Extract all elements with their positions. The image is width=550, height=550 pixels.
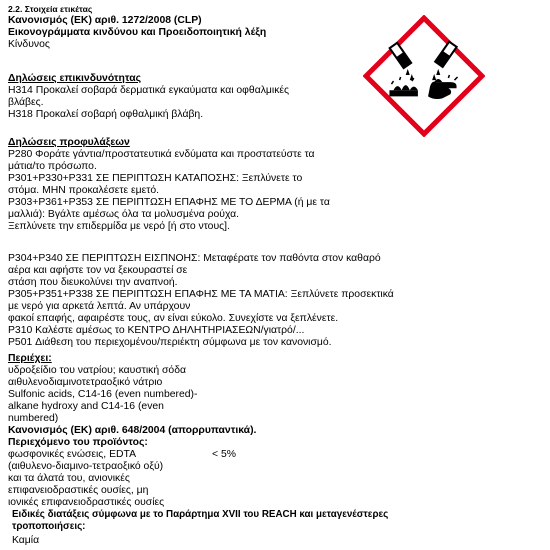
clp-regulation: Κανονισμός (ΕΚ) αριθ. 1272/2008 (CLP) [8,15,202,26]
precautionary-line: P501 Διάθεση του περιεχομένου/περιέκτη σύμφωνα με τον κανονισμό. [8,337,332,348]
hazard-heading: Δηλώσεις επικινδυνότητας [8,73,142,84]
precautionary-line: στόμα. ΜΗΝ προκαλέσετε εμετό. [8,185,160,196]
contains-line: υδροξείδιο του νατρίου; καυστική σόδα [8,365,187,376]
precautionary-line: P301+P330+P331 ΣΕ ΠΕΡΙΠΤΩΣΗ ΚΑΤΑΠΟΣΗΣ: Ξεπλύνετε το [8,173,303,184]
precautionary-line: P280 Φοράτε γάντια/προστατευτικά ενδύματα και προστατεύστε τα [8,149,315,160]
precautionary-line: μάτια/το πρόσωπο. [8,161,97,172]
precautionary-line: μαλλιά): Βγάλτε αμέσως όλα τα μολυσμένα ρούχα. [8,209,240,220]
content-line: φωσφονικές ενώσεις, EDTA [8,449,137,460]
detergent-regulation: Κανονισμός (ΕΚ) αριθ. 648/2004 (απορρυπαντικά). [8,425,257,436]
signal-word: Κίνδυνος [8,39,50,50]
pictograms-heading: Εικονογράμματα κινδύνου και Προειδοποιητική λέξη [8,27,267,38]
precautionary-line: στάση που διευκολύνει την αναπνοή. [8,277,178,288]
contains-line: alkane hydroxy and C14-16 (even [8,401,164,412]
precautionary-line: αέρα και αφήστε τον να ξεκουραστεί σε [8,265,188,276]
precautionary-line: Ξεπλύνετε την επιδερμίδα με νερό [ή στο ντους]. [8,221,230,232]
precautionary-line: P303+P361+P353 ΣΕ ΠΕΡΙΠΤΩΣΗ ΕΠΑΦΗΣ ΜΕ ΤΟ ΔΕΡΜΑ (ή με τα [8,197,330,208]
content-line: (αιθυλενο-διαμινο-τετραοξικό οξύ) [8,461,164,472]
contains-line: Sulfonic acids, C14-16 (even numbered)- [8,389,198,400]
content-line: και τα άλατά του, ανιονικές [8,473,130,484]
special-provisions-heading: Ειδικές διατάξεις σύμφωνα με το Παράρτημα XVII του REACH και μεταγενέστερες [12,509,389,520]
content-amount: < 5% [212,449,236,460]
precautionary-line: με νερό για αρκετά λεπτά. Αν υπάρχουν [8,301,191,312]
special-provisions-heading-cont: τροποποιήσεις: [12,521,86,532]
hazard-line: H314 Προκαλεί σοβαρά δερματικά εγκαύματα και οφθαλμικές [8,85,290,96]
precautionary-line: P310 Καλέστε αμέσως το ΚΕΝΤΡΟ ΔΗΛΗΤΗΡΙΑΣΕΩΝ/γιατρό/... [8,325,305,336]
contains-line: αιθυλενοδιαμινοτετραοξικό νάτριο [8,377,163,388]
special-provisions-value: Καμία [12,535,40,546]
precautionary-line: φακοί επαφής, αφαιρέστε τους, αν είναι εύκολο. Συνεχίστε να ξεπλένετε. [8,313,339,324]
contains-line: numbered) [8,413,59,424]
contains-heading: Περιέχει: [8,353,52,364]
ghs05-corrosion-icon [363,15,485,137]
hazard-line: βλάβες. [8,97,44,108]
content-line: ιονικές επιφανειοδραστικές ουσίες [8,497,165,508]
precautionary-heading: Δηλώσεις προφυλάξεων [8,137,130,148]
precautionary-line: P304+P340 ΣΕ ΠΕΡΙΠΤΩΣΗ ΕΙΣΠΝΟΗΣ: Μεταφέρατε τον παθόντα στον καθαρό [8,253,381,264]
hazard-line: H318 Προκαλεί σοβαρή οφθαλμική βλάβη. [8,109,204,120]
content-heading: Περιεχόμενο του προϊόντος: [8,437,148,448]
section-number-title: 2.2. Στοιχεία ετικέτας [8,4,93,14]
precautionary-line: P305+P351+P338 ΣΕ ΠΕΡΙΠΤΩΣΗ ΕΠΑΦΗΣ ΜΕ ΤΑ ΜΑΤΙΑ: Ξεπλύνετε προσεκτικά [8,289,394,300]
content-line: επιφανειοδραστικές ουσίες, μη [8,485,149,496]
